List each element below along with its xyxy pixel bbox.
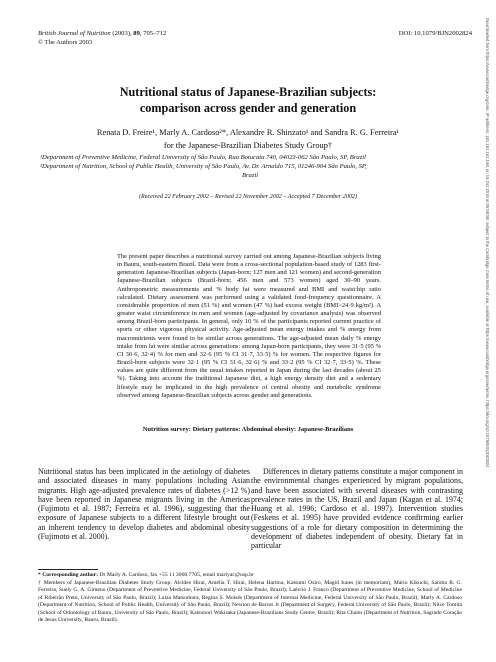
affiliation-1: ¹Department of Preventive Medicine, Federal University of São Paulo, Rua Botucatu 740, 04023-062 São Paulo, SP, Brazil (40, 154, 366, 161)
download-notice: Downloaded from https://www.cambridge.org/core. IP address: 181.191.162.168, on 19 Oct 2019 at 05:58:58, subject to the Cambridge Core terms of use, available at https://www.cambridge.org/core/terms. https://doi.org/10.1079/BJN2002824 (485, 18, 490, 468)
journal-citation (38, 30, 166, 39)
study-group-members-note: † Members of Japanese-Brazilian Diabetes Study Group: Alcides Hirai, Amélia T. Hirai, Helena Harima, Katsumi Osiro, Magid Iunes (in memoriam), Mário Kikuchi, Sandra R. G. Ferreira, Suely G. A. Gimeno (Department of Preventive Medicine, Federal University of São Paulo, Brazil); Laércio J. Franco (Department of Preventive Medicine, School of Medicine of Ribeirão Preto, University of São Paulo, Brazil); Luiza Matsumura, Regina S. Moisés (Department of Internal Medicine, Federal University of São Paulo, Brazil); Marly A. Cardoso (Department of Nutrition, School of Public Health, University of São Paulo, Brazil); Newton de Barros Jr (Department of Surgery, Federal University of São Paulo, Brazil); Nilce Tomita (School of Odontology of Bauru, University of São Paulo, Brazil); Katsunori Wakisaka (Japanese-Brazilians Study Centre, Brazil); Rita Chaim (Department of Nutrition, Sagrado Coração de Jesus University, Bauru, Brazil). (38, 579, 462, 623)
page-range: , 705–712 (139, 30, 167, 37)
corresponding-author-label: * Corresponding author: (38, 572, 99, 578)
received-dates: (Received 22 February 2002 – Revised 22 November 2002 – Accepted 7 December 2002) (138, 194, 357, 200)
title-line-1: Nutritional status of Japanese-Brazilian subjects: (119, 85, 377, 99)
citation-year: (2003), (112, 30, 134, 37)
abstract: The present paper describes a nutritional survey carried out among Japanese-Brazilian subjects living in Bauru, south-eastern Brazil. Data were from a cross-sectional population-based study of 1283 first-generation Japanese-Brazilian subjects (Japan-born; 127 men and 121 women) and second-generation Japanese-Brazilian subjects (Brazil-born; 456 men and 573 women) aged 30–90 years. Anthropometric measurements and % body fat were measured and BMI and waist:hip ratio calculated. Dietary assessment was performed using a validated food-frequency questionnaire. A considerable proportion of men (51 %) and women (47 %) had excess weight (BMI>24·9 kg/m²). A greater waist circumference in men and women (age-adjusted by covariance analysis) was observed among Brazil-born participants. In general, only 10 % of the participants reported current practice of sports or other vigorous physical activity. Age-adjusted mean energy intakes and % energy from macronutrients were found to be similar across generations. The age-adjusted mean daily % energy intake from fat were similar across generations: among Japan-born participants, they were 31·5 (95 % CI 30·6, 32·4) % for men and 32·6 (95 % CI 31·7, 33·5) % for women. The respective figures for Brazil-born subjects were 32·1 (95 % CI 31·6, 32·6) % and 33·2 (95 % CI 32·7, 33·5) %. These values are quite different from the usual intakes reported in Japan during the last decades (about 25 %). Taking into account the traditional Japanese diet, a high energy density diet and a sedentary lifestyle may be implicated in the high prevalence of central obesity and metabolic syndrome observed among Japanese-Brazilian subjects across gender and generations. (117, 253, 381, 399)
keywords: Nutrition survey: Dietary patterns: Abdominal obesity: Japanese-Brazilians (142, 426, 354, 433)
body-right-column: Differences in dietary patterns constitute a major component in the environmental changes experienced by migrant populations, and have been associated with several diseases with contrasting prevalence rates in the US, Brazil and Japan (Kagan et al. 1974; Huang et al. 1996; Cardoso et al. 1997). Intervention studies (Feskens et al. 1995) have provided evidence confirming earlier suggestions of a role for dietary composition in determining the development of diabetes independent of obesity. Dietary fat in particular (251, 467, 463, 550)
affiliation-2-continued: Brazil (241, 171, 259, 179)
title-line-2: comparison across gender and generation (139, 101, 357, 115)
affiliations (40, 154, 460, 180)
affiliation-2: ²Department of Nutrition, School of Public Health, University of São Paulo, Av. Dr. Arnaldo 715, 01246-904 São Paulo, SP, (40, 162, 367, 170)
corresponding-author-note (38, 572, 462, 580)
authors-line-2: for the Japanese-Brazilian Diabetes Study Group† (163, 140, 333, 150)
journal-name: British Journal of Nutrition (38, 30, 111, 37)
author-list (38, 127, 458, 152)
footnotes (38, 572, 462, 625)
article-title (38, 84, 458, 116)
doi-label: DOI: 10.1079/BJN2002824 (398, 30, 472, 37)
corresponding-author-text: Dr Marly A. Cardoso, fax +55 11 3066 7705, email marlyac@usp.br (98, 572, 254, 578)
copyright-line: © The Authors 2003 (38, 38, 93, 46)
journal-header (38, 30, 166, 47)
volume-number: 89 (133, 30, 140, 37)
authors-line-1: Renata D. Freire¹, Marly A. Cardoso²*, Alexandre R. Shinzato¹ and Sandra R. G. Ferreira¹ (96, 128, 400, 137)
footnote-divider (38, 569, 98, 570)
body-left-column: Nutritional status has been implicated in the aetiology of diabetes and associated diseases in many populations including Asian migrants. High age-adjusted prevalence rates of diabetes (>12 %) have been reported in Japanese migrants living in the Americas (Fujimoto et al. 1987; Ferreira et al. 1996), suggesting that the exposure of Japanese subjects to a different lifestyle brought out an inherent tendency to develop diabetes and abdominal obesity (Fujimoto et al. 2000). (38, 467, 250, 541)
